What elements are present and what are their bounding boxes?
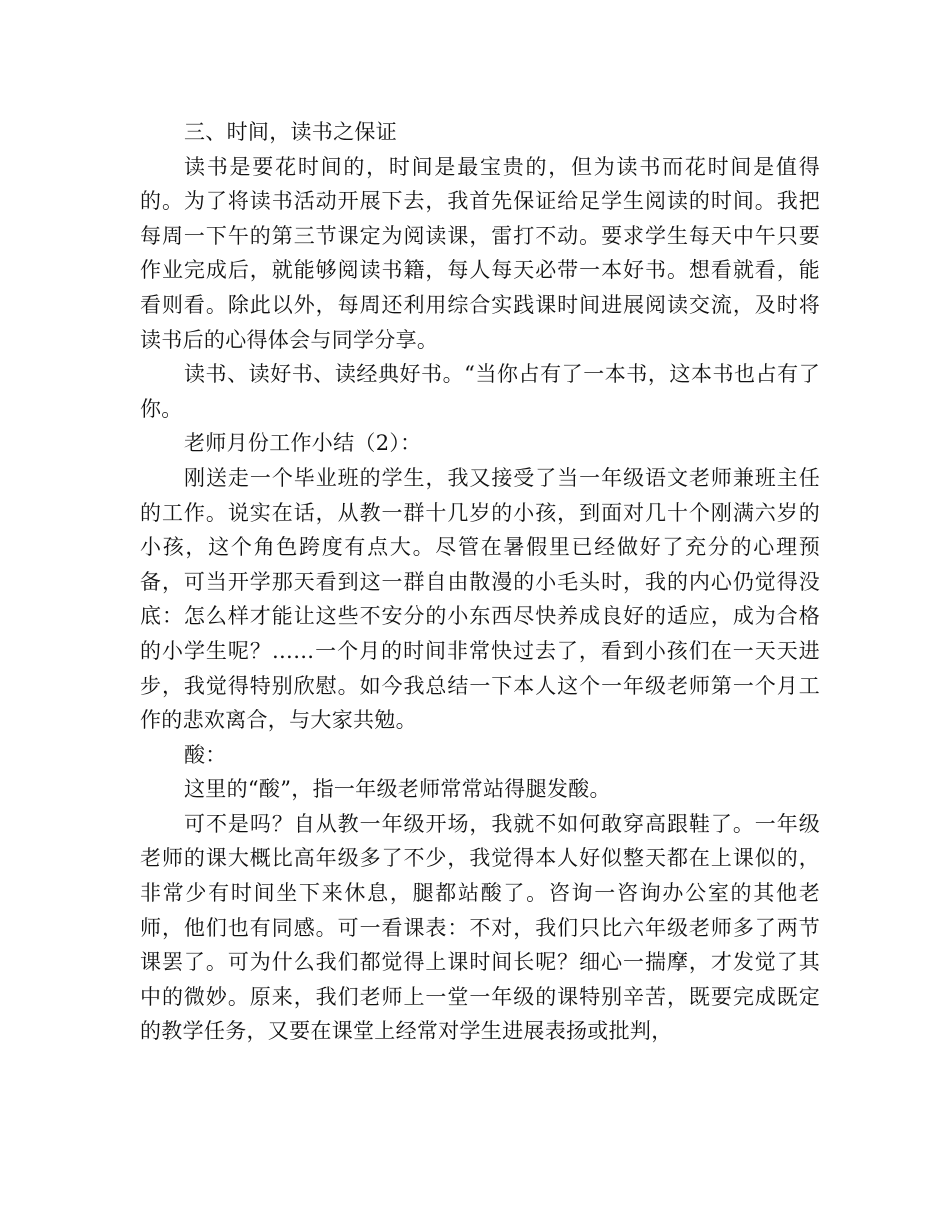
paragraph-standing-all-day: 可不是吗？自从教一年级开场，我就不如何敢穿高跟鞋了。一年级老师的课大概比高年级多了不少，我觉得本人好似整天都在上课似的，非常少有时间坐下来休息，腿都站酸了。咨询一咨询办公室的其他老师，他们也有同感。可一看课表：不对，我们只比六年级老师多了两节课罢了。可为什么我们都觉得上课时间长呢？细心一揣摩，才发觉了其中的微妙。原来，我们老师上一堂一年级的课特别辛苦，既要完成既定的教学任务，又要在课堂上经常对学生进展表扬或批判， — [140, 811, 820, 1044]
paragraph-new-class: 刚送走一个毕业班的学生，我又接受了当一年级语文老师兼班主任的工作。说实在话，从教一群十几岁的小孩，到面对几十个刚满六岁的小孩，这个角色跨度有点大。尽管在暑假里已经做好了充分的心理预备，可当开学那天看到这一群自由散漫的小毛头时，我的内心仍觉得没底：怎么样才能让这些不安分的小东西尽快养成良好的适应，成为合格的小学生呢？……一个月的时间非常快过去了，看到小孩们在一天天进步，我觉得特别欣慰。如今我总结一下本人这个一年级老师第一个月工作的悲欢离合，与大家共勉。 — [140, 465, 820, 733]
section-heading-monthly-summary: 老师月份工作小结（2）： — [184, 431, 422, 456]
document-body — [140, 115, 820, 1049]
paragraph-sour-meaning: 这里的“酸”，指一年级老师常常站得腿发酸。 — [184, 777, 611, 802]
paragraph-reading-time: 读书是要花时间的，时间是最宝贵的，但为读书而花时间是值得的。为了将读书活动开展下去，我首先保证给足学生阅读的时间。我把每周一下午的第三节课定为阅读课，雷打不动。要求学生每天中午只要作业完成后，就能够阅读书籍，每人每天必带一本好书。想看就看，能看则看。除此以外，每周还利用综合实践课时间进展阅读交流，及时将读书后的心得体会与同学分享。 — [140, 154, 820, 352]
section-heading-time: 三、时间，读书之保证 — [184, 120, 397, 144]
paragraph-classic-books: 读书、读好书、读经典好书。“当你占有了一本书，这本书也占有了你。 — [140, 362, 820, 421]
section-heading-sour: 酸： — [184, 742, 227, 767]
